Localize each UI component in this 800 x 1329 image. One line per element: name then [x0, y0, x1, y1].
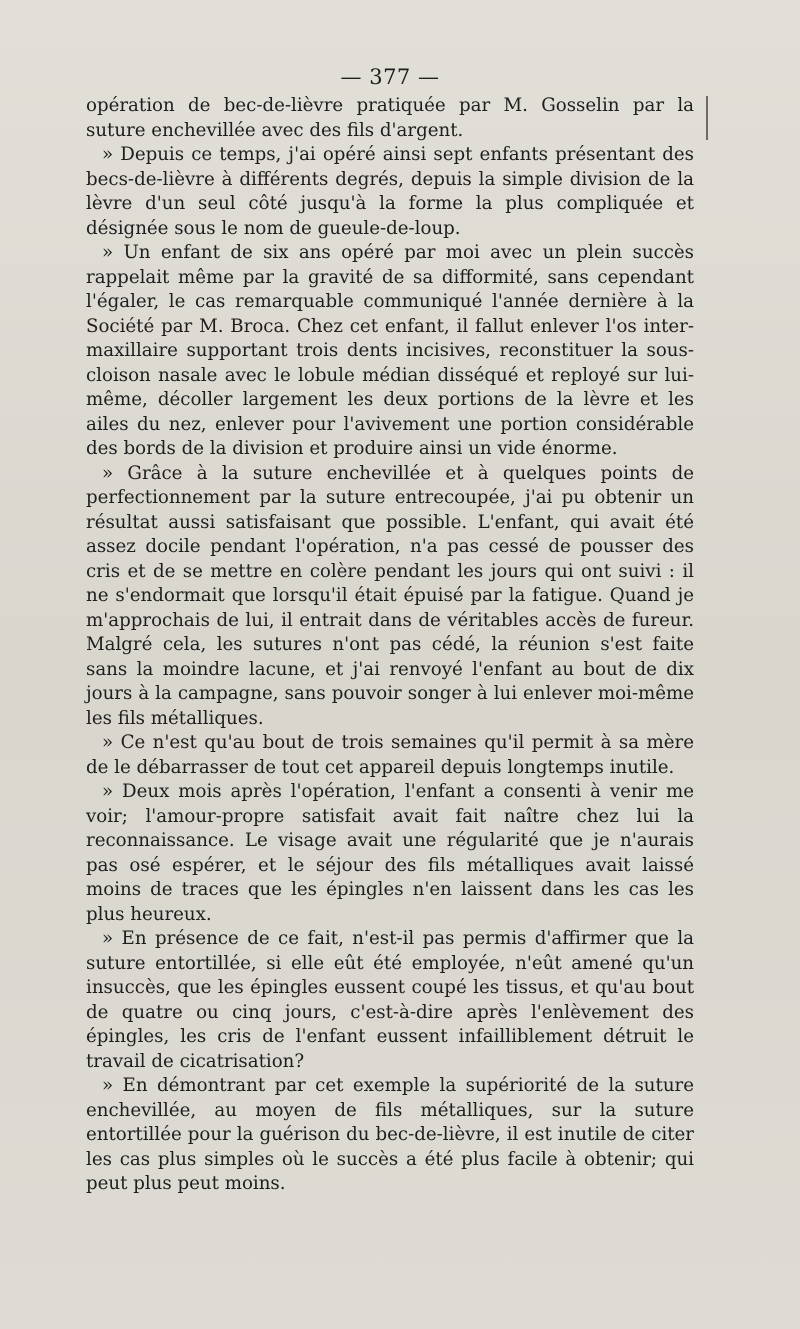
- paragraph-4: » Grâce à la suture enchevillée et à quelques points de perfectionnement par la suture entrecoupée, j'ai pu obtenir un résultat aussi satisfaisant que possible. L'enfant, qui avait été assez docile pendant l'opération, n'a pas cessé de pousser des cris et de se mettre en colère pendant les jours qui ont suivi : il ne s'endormait que lorsqu'il était épuisé par la fatigue. Quand je m'approchais de lui, il entrait dans de véritables accès de fureur. Malgré cela, les sutures n'ont pas cédé, la réunion s'est faite sans la moindre lacune, et j'ai renvoyé l'enfant au bout de dix jours à la campagne, sans pouvoir songer à lui enlever moi-même les fils métalliques.: [86, 462, 694, 729]
- paragraph-8: » En démontrant par cet exemple la supériorité de la suture enchevillée, au moyen de fils métalliques, sur la suture entortillée pour la guérison du bec-de-lièvre, il est inutile de citer les cas plus simples où le succès a été plus facile à obtenir; qui peut plus peut moins.: [86, 1075, 694, 1194]
- paragraph-1: opération de bec-de-lièvre pratiquée par M. Gosselin par la suture enchevillée avec des fils d'argent.: [86, 95, 694, 141]
- page-number: — 377 —: [340, 65, 440, 89]
- margin-mark: [706, 96, 708, 140]
- paragraph-5: » Ce n'est qu'au bout de trois semaines qu'il permit à sa mère de le débarrasser de tout cet appareil depuis longtemps inutile.: [86, 732, 694, 778]
- paragraph-3: » Un enfant de six ans opéré par moi avec un plein succès rappelait même par la gravité de sa difformité, sans cependant l'égaler, le cas remarquable communiqué l'année dernière à la Société par M. Broca. Chez cet enfant, il fallut enlever l'os inter-maxillaire supportant trois dents incisives, reconstituer la sous-cloison nasale avec le lobule médian disséqué et reployé sur lui-même, décoller largement les deux portions de la lèvre et les ailes du nez, enlever pour l'avivement une portion considérable des bords de la division et produire ainsi un vide énorme.: [86, 242, 694, 459]
- paragraph-6: » Deux mois après l'opération, l'enfant a consenti à venir me voir; l'amour-propre satisfait avait fait naître chez lui la reconnaissance. Le visage avait une régularité que je n'aurais pas osé espérer, et le séjour des fils métalliques avait laissé moins de traces que les épingles n'en laissent dans les cas les plus heureux.: [86, 781, 694, 925]
- paragraph-7: » En présence de ce fait, n'est-il pas permis d'affirmer que la suture entortillée, si elle eût été employée, n'eût amené qu'un insuccès, que les épingles eussent coupé les tissus, et qu'au bout de quatre ou cinq jours, c'est-à-dire après l'enlèvement des épingles, les cris de l'enfant eussent infailliblement détruit le travail de cicatrisation?: [86, 928, 694, 1072]
- body-text: [86, 94, 694, 1197]
- paragraph-2: » Depuis ce temps, j'ai opéré ainsi sept enfants présentant des becs-de-lièvre à différents degrés, depuis la simple division de la lèvre d'un seul côté jusqu'à la forme la plus compliquée et désignée sous le nom de gueule-de-loup.: [86, 144, 694, 239]
